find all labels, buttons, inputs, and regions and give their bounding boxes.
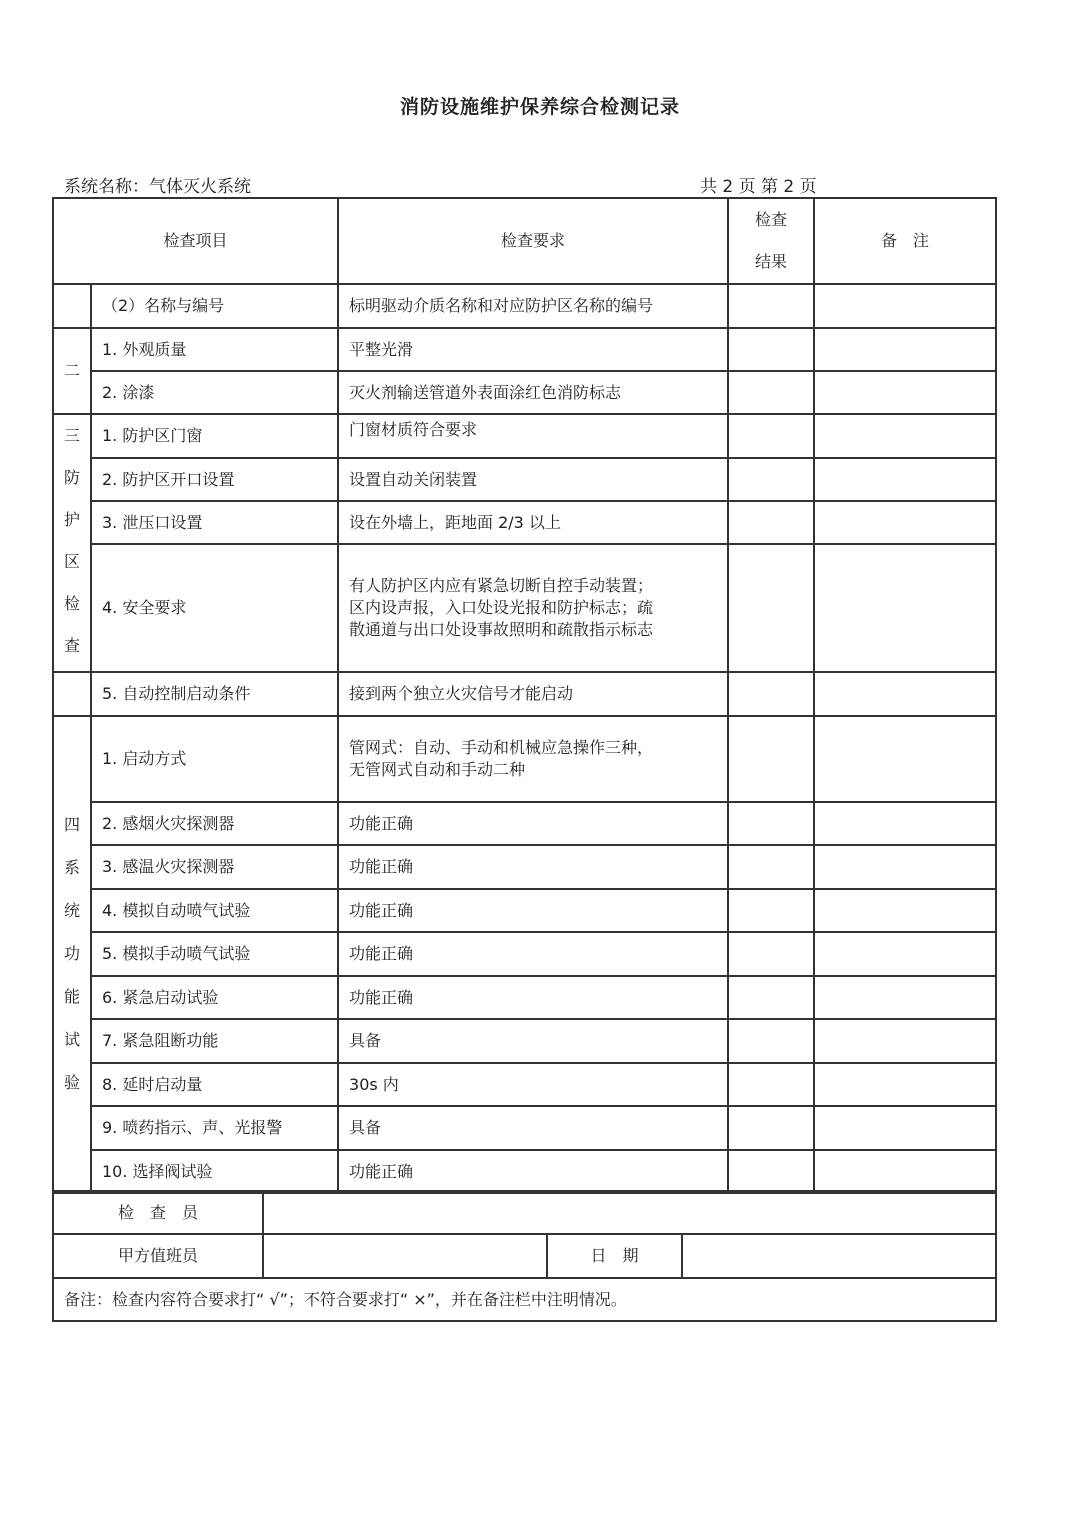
result-cell[interactable] xyxy=(728,932,814,976)
remarks-cell[interactable] xyxy=(814,1063,996,1106)
result-cell[interactable] xyxy=(728,1106,814,1150)
requirement-line: 管网式：自动、手动和机械应急操作三种， xyxy=(349,738,654,757)
requirement-cell: 门窗材质符合要求 xyxy=(338,414,728,458)
remarks-cell[interactable] xyxy=(814,414,996,458)
inspector-field[interactable] xyxy=(263,1191,996,1234)
remarks-cell[interactable] xyxy=(814,284,996,328)
table-row xyxy=(53,1106,996,1150)
item-cell: 10. 选择阀试验 xyxy=(91,1150,338,1193)
item-cell: 8. 延时启动量 xyxy=(91,1063,338,1106)
item-cell: 9. 喷药指示、声、光报警 xyxy=(91,1106,338,1150)
table-row xyxy=(53,284,996,328)
requirement-line: 散通道与出口处设事故照明和疏散指示标志 xyxy=(349,620,654,639)
requirement-cell: 功能正确 xyxy=(338,845,728,889)
section-char: 系 xyxy=(63,858,80,877)
remarks-cell[interactable] xyxy=(814,328,996,371)
table-row xyxy=(53,544,996,672)
section-char: 统 xyxy=(63,901,80,920)
requirement-cell: 功能正确 xyxy=(338,889,728,932)
result-cell[interactable] xyxy=(728,414,814,458)
table-row xyxy=(53,889,996,932)
table-row xyxy=(53,1063,996,1106)
header-row xyxy=(53,198,996,284)
date-label: 日 期 xyxy=(547,1234,682,1278)
requirement-line: 区内设声报，入口处设光报和防护标志；疏 xyxy=(349,598,654,617)
section-char: 查 xyxy=(63,636,80,655)
remarks-cell[interactable] xyxy=(814,889,996,932)
item-cell: 5. 模拟手动喷气试验 xyxy=(91,932,338,976)
item-cell: 5. 自动控制启动条件 xyxy=(91,672,338,716)
requirement-cell: 30s 内 xyxy=(338,1063,728,1106)
item-cell: （2）名称与编号 xyxy=(91,284,338,328)
requirement-cell: 接到两个独立火灾信号才能启动 xyxy=(338,672,728,716)
requirement-cell: 功能正确 xyxy=(338,976,728,1019)
remarks-cell[interactable] xyxy=(814,1019,996,1063)
remarks-cell[interactable] xyxy=(814,458,996,501)
item-cell: 4. 模拟自动喷气试验 xyxy=(91,889,338,932)
item-cell: 3. 感温火灾探测器 xyxy=(91,845,338,889)
remarks-cell[interactable] xyxy=(814,932,996,976)
table-row xyxy=(53,672,996,716)
duty-officer-label: 甲方值班员 xyxy=(53,1234,263,1278)
section-char: 检 xyxy=(63,594,80,613)
system-name: 系统名称：气体灭火系统 xyxy=(64,177,251,197)
requirement-cell: 具备 xyxy=(338,1106,728,1150)
section-char: 防 xyxy=(63,468,80,487)
result-cell[interactable] xyxy=(728,672,814,716)
result-cell[interactable] xyxy=(728,889,814,932)
header-remarks: 备 注 xyxy=(814,198,996,284)
remarks-cell[interactable] xyxy=(814,371,996,414)
section-char: 能 xyxy=(63,987,80,1006)
section-char: 验 xyxy=(63,1073,80,1092)
table-row xyxy=(53,328,996,371)
item-cell: 1. 防护区门窗 xyxy=(91,414,338,458)
requirement-cell: 设在外墙上，距地面 2/3 以上 xyxy=(338,501,728,544)
table-row xyxy=(53,716,996,802)
section-char: 区 xyxy=(63,552,80,571)
note-text: 备注：检查内容符合要求打“ √”；不符合要求打“ ×”，并在备注栏中注明情况。 xyxy=(53,1278,996,1321)
table-row xyxy=(53,976,996,1019)
section-label-2: 二 xyxy=(53,328,91,414)
item-cell: 6. 紧急启动试验 xyxy=(91,976,338,1019)
result-cell[interactable] xyxy=(728,458,814,501)
result-cell[interactable] xyxy=(728,544,814,672)
table-row xyxy=(53,845,996,889)
remarks-cell[interactable] xyxy=(814,544,996,672)
result-cell[interactable] xyxy=(728,328,814,371)
table-row xyxy=(53,414,996,458)
section-label-4 xyxy=(53,716,91,1193)
table-row xyxy=(53,802,996,845)
table-row xyxy=(53,1019,996,1063)
section-char: 护 xyxy=(63,510,80,529)
duty-officer-field[interactable] xyxy=(263,1234,547,1278)
item-cell: 1. 外观质量 xyxy=(91,328,338,371)
result-cell[interactable] xyxy=(728,1150,814,1193)
requirement-cell: 功能正确 xyxy=(338,932,728,976)
result-cell[interactable] xyxy=(728,371,814,414)
table-row xyxy=(53,458,996,501)
inspector-label: 检 查 员 xyxy=(53,1191,263,1234)
result-cell[interactable] xyxy=(728,845,814,889)
document-title: 消防设施维护保养综合检测记录 xyxy=(399,96,680,118)
note-row xyxy=(53,1278,996,1321)
item-cell: 7. 紧急阻断功能 xyxy=(91,1019,338,1063)
result-cell[interactable] xyxy=(728,1019,814,1063)
section-label-3 xyxy=(53,414,91,672)
remarks-cell[interactable] xyxy=(814,845,996,889)
requirement-line: 无管网式自动和手动二种 xyxy=(349,760,526,779)
result-cell[interactable] xyxy=(728,284,814,328)
header-result-line2: 结果 xyxy=(755,252,788,271)
remarks-cell[interactable] xyxy=(814,802,996,845)
table-row xyxy=(53,932,996,976)
requirement-line: 有人防护区内应有紧急切断自控手动装置； xyxy=(349,576,654,595)
item-cell: 4. 安全要求 xyxy=(91,544,338,672)
date-field[interactable] xyxy=(682,1234,996,1278)
remarks-cell[interactable] xyxy=(814,501,996,544)
item-cell: 2. 涂漆 xyxy=(91,371,338,414)
remarks-cell[interactable] xyxy=(814,716,996,802)
result-cell[interactable] xyxy=(728,802,814,845)
header-result-line1: 检查 xyxy=(755,210,788,229)
result-cell[interactable] xyxy=(728,716,814,802)
remarks-cell[interactable] xyxy=(814,1106,996,1150)
section-char: 四 xyxy=(63,815,80,834)
requirement-cell: 灭火剂输送管道外表面涂红色消防标志 xyxy=(338,371,728,414)
table-row xyxy=(53,371,996,414)
requirement-cell: 功能正确 xyxy=(338,1150,728,1193)
section-cell-empty xyxy=(53,672,91,716)
requirement-cell: 功能正确 xyxy=(338,802,728,845)
requirement-cell xyxy=(338,716,728,802)
table-row xyxy=(53,1150,996,1193)
signature-table xyxy=(52,1190,997,1322)
section-char: 三 xyxy=(63,426,80,445)
section-cell-empty xyxy=(53,284,91,328)
item-cell: 3. 泄压口设置 xyxy=(91,501,338,544)
duty-row xyxy=(53,1234,996,1278)
requirement-cell: 设置自动关闭装置 xyxy=(338,458,728,501)
result-cell[interactable] xyxy=(728,976,814,1019)
requirement-cell: 标明驱动介质名称和对应防护区名称的编号 xyxy=(338,284,728,328)
item-cell: 2. 感烟火灾探测器 xyxy=(91,802,338,845)
section-char: 功 xyxy=(63,944,80,963)
inspection-table xyxy=(52,197,997,1194)
requirement-cell xyxy=(338,544,728,672)
inspector-row xyxy=(53,1191,996,1234)
result-cell[interactable] xyxy=(728,1063,814,1106)
item-cell: 2. 防护区开口设置 xyxy=(91,458,338,501)
header-result xyxy=(728,198,814,284)
header-requirement: 检查要求 xyxy=(338,198,728,284)
section-char: 试 xyxy=(63,1030,80,1049)
result-cell[interactable] xyxy=(728,501,814,544)
requirement-cell: 具备 xyxy=(338,1019,728,1063)
remarks-cell[interactable] xyxy=(814,1150,996,1193)
page-info: 共 2 页 第 2 页 xyxy=(700,177,817,197)
item-cell: 1. 启动方式 xyxy=(91,716,338,802)
remarks-cell[interactable] xyxy=(814,976,996,1019)
requirement-cell: 平整光滑 xyxy=(338,328,728,371)
header-item: 检查项目 xyxy=(53,198,338,284)
table-row xyxy=(53,501,996,544)
remarks-cell[interactable] xyxy=(814,672,996,716)
